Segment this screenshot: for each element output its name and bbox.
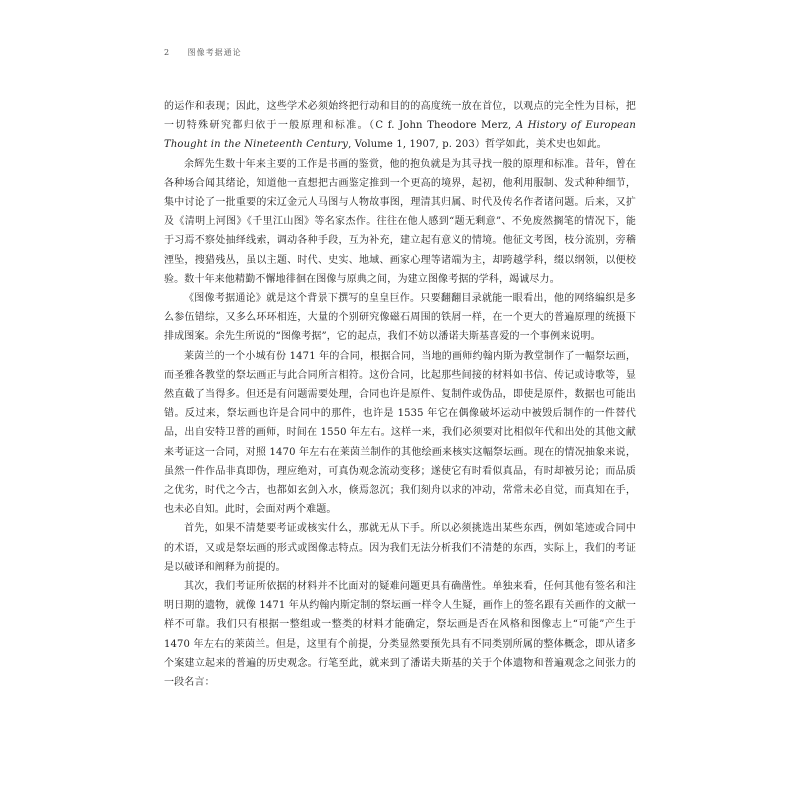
paragraph — [164, 577, 636, 692]
paragraph — [164, 519, 636, 577]
running-header — [164, 47, 242, 58]
body-text — [164, 97, 636, 692]
text-segment: 莱茵兰的一个小城有份 1471 年的合同，根据合同，当地的画师约翰内斯为教堂制作了一幅祭坛画，而圣雅各教堂的祭坛画正与此合同所言相符。这份合同，比起那些间接的材料如书信、传记或诗歌等，显然直截了当得多。但还是有问题需要处理，合同也许是原件、复制件或伪品，即使是原件，数据也可能出错。反过来，祭坛画也许是合同中的那件，也许是 1535 年它在偶像破坏运动中被毁后制作的一件替代品，出自安特卫普的画师，时间在 1550 年左右。这样一来，我们必须要对比相似年代和出处的其他文献来考证这一合同，对照 1470 年左右在莱茵兰制作的其他绘画来核实这幅祭坛画。现在的情况抽象来说，虽然一件作品非真即伪，理应绝对，可真伪观念流动变移；遂使它有时看似真品，有时却被另论；而品质之优劣，时代之今古，也都如玄剑入水，倏焉忽沉；我们刻舟以求的冲动，常常未必自觉，而真知在手，也未必自知。此时，会面对两个难题。 — [164, 350, 636, 516]
page-number: 2 — [164, 48, 171, 57]
paragraph — [164, 97, 636, 155]
text-segment: 其次，我们考证所依据的材料并不比面对的疑难问题更具有确凿性。单独来看，任何其他有签名和注明日期的遗物，就像 1471 年从约翰内斯定制的祭坛画一样令人生疑，画作上的签名跟有关画作的文献一样不可靠。我们只有根据一整组或一整类的材料才能确定，祭坛画是否在风格和图像志上“可能”产生于 1470 年左右的莱茵兰。但是，这里有个前提，分类显然要预先具有不同类别所属的整体概念，即从诸多个案建立起来的普遍的历史观念。行笔至此，就来到了潘诺夫斯基的关于个体遗物和普遍观念之间张力的一段名言： — [164, 581, 636, 689]
paragraph — [164, 347, 636, 520]
text-segment: 的运作和表现；因此，这些学术必须始终把行动和目的的高度统一放在首位，以观点的完全性为目标，把一切特殊研究都归依于一般原理和标准。（C f. John Theodore Merz, — [164, 101, 636, 132]
paragraph — [164, 155, 636, 289]
italic-citation: A History of European Thought in the Nineteenth Century — [164, 120, 636, 151]
text-segment: 《图像考据通论》就是这个背景下撰写的皇皇巨作。只要翻翻目录就能一眼看出，他的网络编织是多么参伍错综，又多么环环相连，大量的个别研究像磁石周围的铁屑一样，在一个更大的普遍原理的统摄下排成图案。余先生所说的“图像考据”，它的起点，我们不妨以潘诺夫斯基喜爱的一个事例来说明。 — [164, 293, 636, 343]
text-segment: , Volume 1, 1907, p. 203）哲学如此，美术史也如此。 — [348, 139, 607, 151]
paragraph — [164, 289, 636, 347]
running-title: 图像考据通论 — [187, 48, 242, 57]
text-segment: 余辉先生数十年来主要的工作是书画的鉴赏，他的抱负就是为其寻找一般的原理和标准。昔年，曾在各种场合闻其绪论，知道他一直想把古画鉴定推到一个更高的境界，起初，他利用服制、发式种种细节，集中讨论了一批重要的宋辽金元人马图与人物故事图，理清其归属、时代及传名作者诸问题。后来，又扩及《清明上河图》《千里江山图》等名家杰作。往往在他人感到“题无剩意”、不免废然搁笔的情况下，能于习焉不察处抽绎线索，调动各种手段，互为补充，建立起有意义的情境。他征文考图，枝分流别，旁稽湮坠，搜猎残丛，虽以主题、时代、史实、地域、画家心理等诸端为主，却跨越学科，缀以纲领，以便校验。数十年来他精勤不懈地徘徊在图像与原典之间，为建立图像考据的学科，竭诚尽力。 — [164, 158, 636, 285]
text-segment: 首先，如果不清楚要考证或核实什么，那就无从下手。所以必须挑选出某些东西，例如笔迹或合同中的术语，又或是祭坛画的形式或图像志特点。因为我们无法分析我们不清楚的东西，实际上，我们的考证是以破译和阐释为前提的。 — [164, 523, 636, 573]
